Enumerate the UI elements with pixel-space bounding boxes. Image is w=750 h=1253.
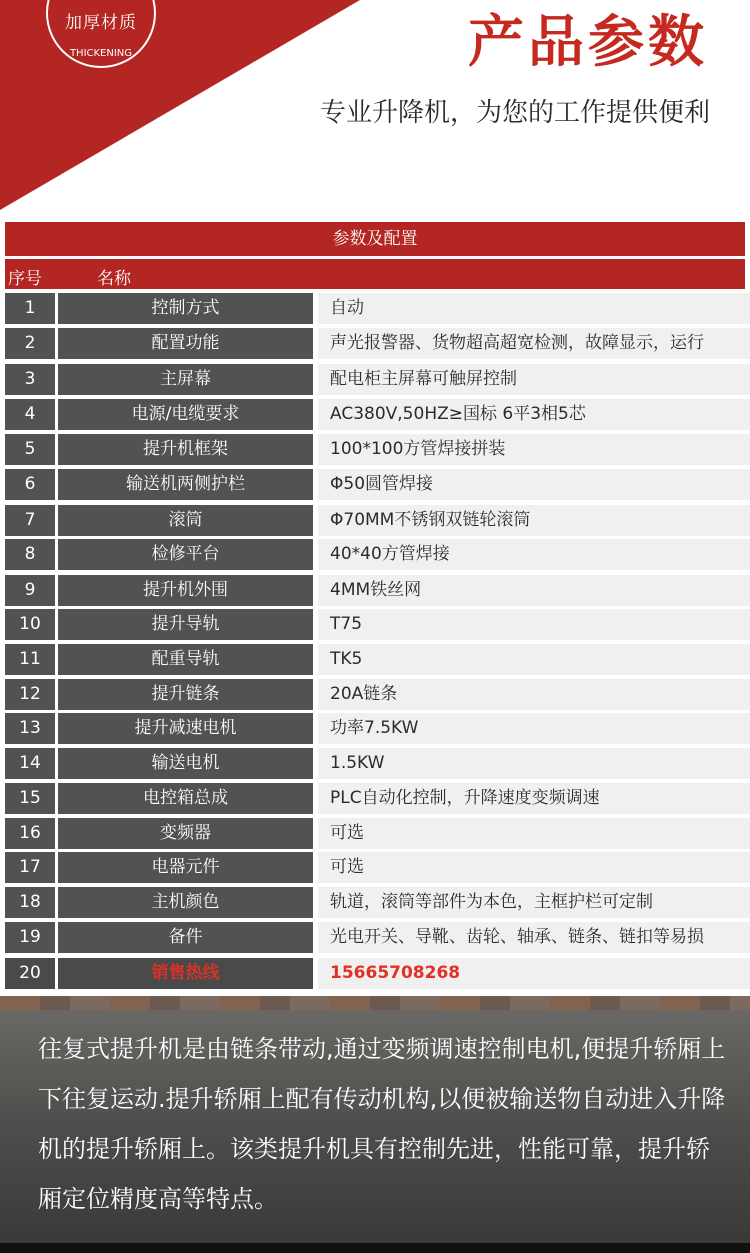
table-row bbox=[0, 575, 750, 606]
row-value: 声光报警器、货物超高超宽检测，故障显示，运行 bbox=[318, 328, 750, 359]
table-row bbox=[0, 887, 750, 918]
row-name: 电源/电缆要求 bbox=[58, 399, 313, 430]
header-banner bbox=[0, 0, 750, 210]
row-number: 18 bbox=[5, 887, 55, 918]
row-name: 提升导轨 bbox=[58, 609, 313, 640]
row-number: 1 bbox=[5, 293, 55, 324]
table-title: 参数及配置 bbox=[5, 222, 745, 256]
row-name: 主屏幕 bbox=[58, 364, 313, 395]
description-section bbox=[0, 996, 750, 1253]
row-name: 控制方式 bbox=[58, 293, 313, 324]
table-row bbox=[0, 818, 750, 849]
row-value: 功率7.5KW bbox=[318, 713, 750, 744]
table-row bbox=[0, 783, 750, 814]
row-value: 配电柜主屏幕可触屏控制 bbox=[318, 364, 750, 395]
table-row bbox=[0, 364, 750, 395]
row-value: Φ50圆管焊接 bbox=[318, 469, 750, 500]
row-value: PLC自动化控制，升降速度变频调速 bbox=[318, 783, 750, 814]
row-value: 可选 bbox=[318, 818, 750, 849]
table-row bbox=[0, 328, 750, 359]
row-name: 提升机框架 bbox=[58, 434, 313, 465]
row-number: 19 bbox=[5, 922, 55, 953]
row-value: 40*40方管焊接 bbox=[318, 539, 750, 570]
row-name: 主机颜色 bbox=[58, 887, 313, 918]
row-value: 可选 bbox=[318, 852, 750, 883]
row-number: 5 bbox=[5, 434, 55, 465]
row-name: 电器元件 bbox=[58, 852, 313, 883]
row-value: T75 bbox=[318, 609, 750, 640]
row-value: TK5 bbox=[318, 644, 750, 675]
table-row bbox=[0, 293, 750, 324]
row-value: AC380V,50HZ≥国标 6平3相5芯 bbox=[318, 399, 750, 430]
row-name: 变频器 bbox=[58, 818, 313, 849]
row-name: 提升链条 bbox=[58, 679, 313, 710]
bottom-bar bbox=[0, 1243, 750, 1253]
row-number: 12 bbox=[5, 679, 55, 710]
row-number: 11 bbox=[5, 644, 55, 675]
row-name: 配重导轨 bbox=[58, 644, 313, 675]
row-value: 自动 bbox=[318, 293, 750, 324]
table-header-row bbox=[5, 259, 745, 289]
row-value: 15665708268 bbox=[318, 958, 750, 989]
column-header-name: 名称 bbox=[97, 269, 131, 289]
table-row bbox=[0, 609, 750, 640]
row-value: 4MM铁丝网 bbox=[318, 575, 750, 606]
row-name: 滚筒 bbox=[58, 505, 313, 536]
row-name: 输送电机 bbox=[58, 748, 313, 779]
row-value: 100*100方管焊接拼装 bbox=[318, 434, 750, 465]
page-title: 产品参数 bbox=[468, 9, 708, 75]
table-row bbox=[0, 852, 750, 883]
table-row bbox=[0, 505, 750, 536]
row-name: 检修平台 bbox=[58, 539, 313, 570]
row-name: 电控箱总成 bbox=[58, 783, 313, 814]
row-name: 备件 bbox=[58, 922, 313, 953]
row-value: 光电开关、导靴、齿轮、轴承、链条、链扣等易损 bbox=[318, 922, 750, 953]
row-number: 6 bbox=[5, 469, 55, 500]
row-value: 1.5KW bbox=[318, 748, 750, 779]
page-subtitle: 专业升降机，为您的工作提供便利 bbox=[319, 98, 710, 128]
table-row bbox=[0, 434, 750, 465]
table-row bbox=[0, 644, 750, 675]
table-row bbox=[0, 748, 750, 779]
table-row bbox=[0, 539, 750, 570]
description-text: 往复式提升机是由链条带动,通过变频调速控制电机,便提升轿厢上下往复运动.提升轿厢上配有传动机构,以便被输送物自动进入升降机的提升轿厢上。该类提升机具有控制先进，性能可靠，提升轿厢定位精度高等特点。 bbox=[38, 1035, 726, 1213]
row-number: 14 bbox=[5, 748, 55, 779]
row-number: 8 bbox=[5, 539, 55, 570]
thickening-badge bbox=[46, 0, 156, 68]
table-row bbox=[0, 469, 750, 500]
row-number: 13 bbox=[5, 713, 55, 744]
row-name: 输送机两侧护栏 bbox=[58, 469, 313, 500]
row-number: 17 bbox=[5, 852, 55, 883]
row-number: 10 bbox=[5, 609, 55, 640]
row-value: 轨道，滚筒等部件为本色，主框护栏可定制 bbox=[318, 887, 750, 918]
row-name: 配置功能 bbox=[58, 328, 313, 359]
row-number: 2 bbox=[5, 328, 55, 359]
row-name: 提升减速电机 bbox=[58, 713, 313, 744]
row-value: 20A链条 bbox=[318, 679, 750, 710]
row-name: 提升机外围 bbox=[58, 575, 313, 606]
row-number: 3 bbox=[5, 364, 55, 395]
badge-main-text: 加厚材质 bbox=[65, 13, 137, 33]
column-header-no: 序号 bbox=[8, 269, 42, 289]
row-number: 15 bbox=[5, 783, 55, 814]
row-number: 7 bbox=[5, 505, 55, 536]
badge-sub-text: THICKENING bbox=[69, 48, 133, 59]
table-row bbox=[0, 399, 750, 430]
table-row bbox=[0, 679, 750, 710]
row-number: 16 bbox=[5, 818, 55, 849]
row-number: 20 bbox=[5, 958, 55, 989]
table-row bbox=[0, 713, 750, 744]
table-row bbox=[0, 958, 750, 989]
row-number: 9 bbox=[5, 575, 55, 606]
row-name: 销售热线 bbox=[58, 958, 313, 989]
row-number: 4 bbox=[5, 399, 55, 430]
table-row bbox=[0, 922, 750, 953]
row-value: Φ70MM不锈钢双链轮滚筒 bbox=[318, 505, 750, 536]
